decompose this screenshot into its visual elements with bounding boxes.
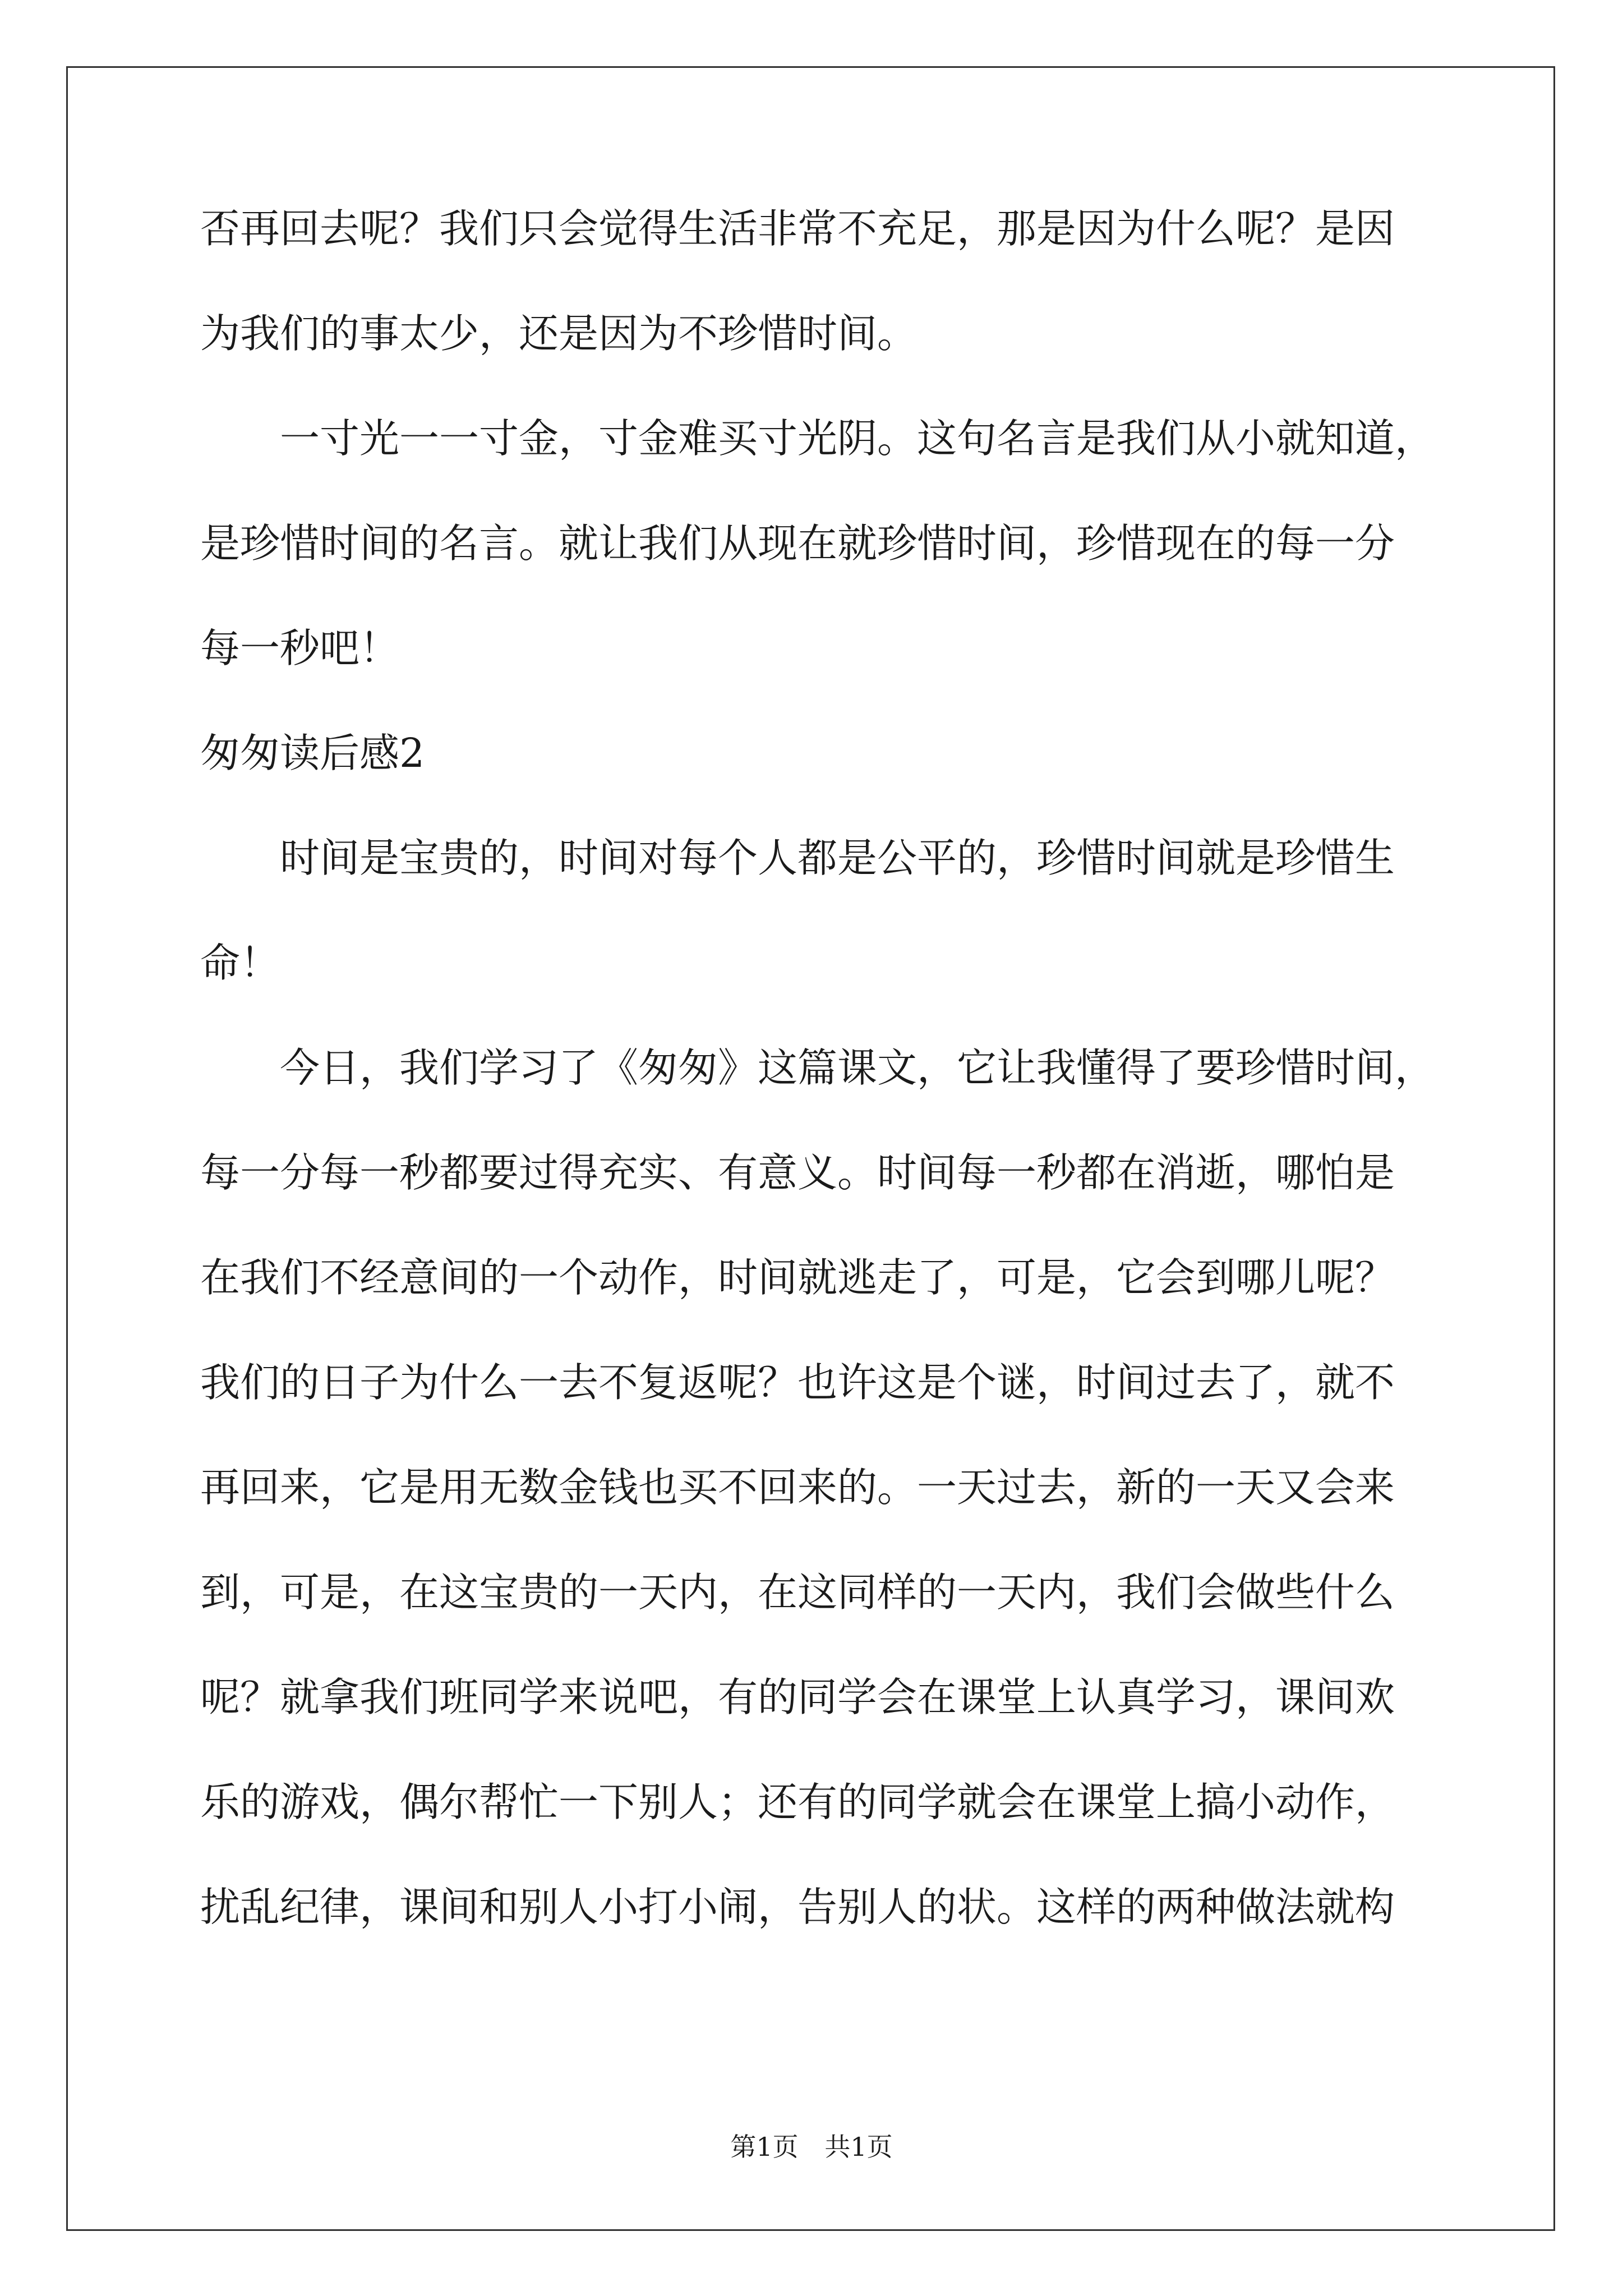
text-line: 每一分每一秒都要过得充实、有意义。时间每一秒都在消逝，哪怕是 xyxy=(200,1149,1395,1196)
text-line: 今日，我们学习了《匆匆》这篇课文，它让我懂得了要珍惜时间， xyxy=(200,1045,1435,1091)
text-line: 命！ xyxy=(200,940,280,986)
text-line: 否再回去呢？我们只会觉得生活非常不充足，那是因为什么呢？是因 xyxy=(200,205,1395,252)
text-line: 一寸光一一寸金，寸金难买寸光阴。这句名言是我们从小就知道， xyxy=(200,415,1435,462)
text-line: 每一秒吧！ xyxy=(200,625,400,671)
text-line: 扰乱纪律，课间和别人小打小闹，告别人的状。这样的两种做法就构 xyxy=(200,1884,1395,1930)
text-line: 在我们不经意间的一个动作，时间就逃走了，可是，它会到哪儿呢？ xyxy=(200,1254,1395,1301)
page-total: 共1页 xyxy=(824,2132,893,2162)
text-line: 呢？就拿我们班同学来说吧，有的同学会在课堂上认真学习，课间欢 xyxy=(200,1674,1395,1720)
text-line: 再回来，它是用无数金钱也买不回来的。一天过去，新的一天又会来 xyxy=(200,1464,1395,1511)
text-line: 为我们的事太少，还是因为不珍惜时间。 xyxy=(200,310,917,357)
text-line: 我们的日子为什么一去不复返呢？也许这是个谜，时间过去了，就不 xyxy=(200,1359,1395,1406)
text-line: 乐的游戏，偶尔帮忙一下别人；还有的同学就会在课堂上搞小动作， xyxy=(200,1779,1395,1825)
page-footer xyxy=(0,2130,1623,2164)
page-number: 第1页 xyxy=(730,2132,799,2162)
text-line: 是珍惜时间的名言。就让我们从现在就珍惜时间，珍惜现在的每一分 xyxy=(200,520,1395,567)
text-line: 时间是宝贵的，时间对每个人都是公平的，珍惜时间就是珍惜生 xyxy=(200,835,1395,881)
text-line: 到，可是，在这宝贵的一天内，在这同样的一天内，我们会做些什么 xyxy=(200,1569,1395,1616)
section-heading: 匆匆读后感2 xyxy=(200,730,425,776)
